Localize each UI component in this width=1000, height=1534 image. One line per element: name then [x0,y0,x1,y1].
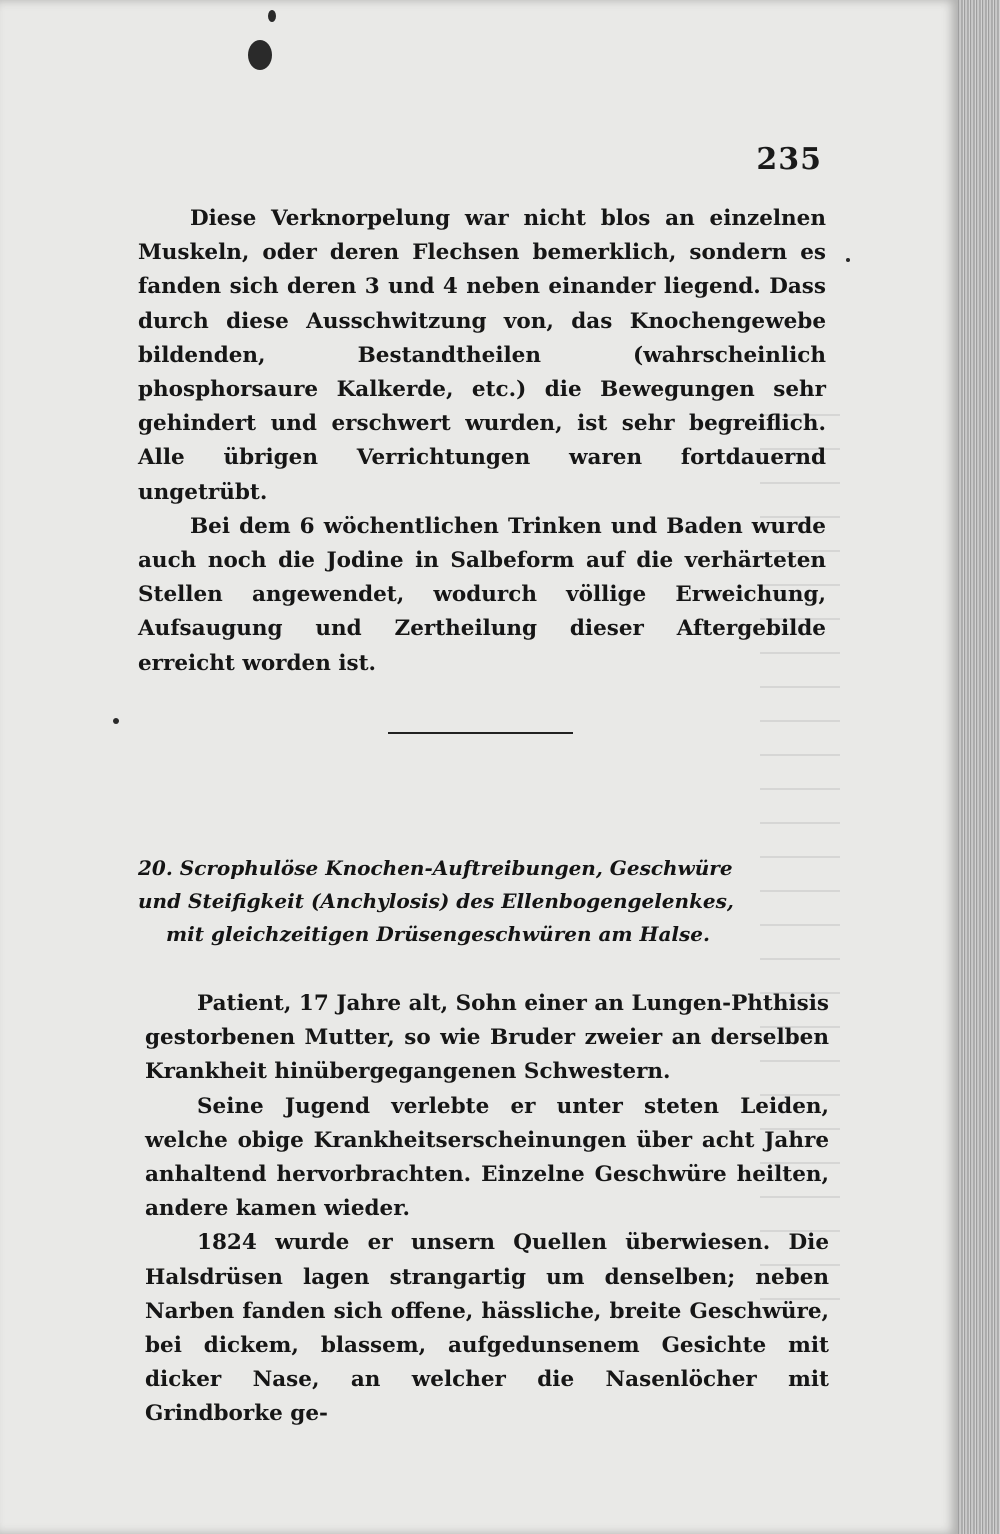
ink-dot [113,718,119,724]
text-block-bottom [145,987,829,1432]
paragraph: Patient, 17 Jahre alt, Sohn einer an Lungen-Phthisis gestorbenen Mutter, so wie Bruder zweier an derselben Krankheit hinübergegangenen Schwestern. [145,991,829,1085]
ink-speck [268,10,276,22]
heading-line: und Steifigkeit (Anchylosis) des Ellenbogengelenkes, [138,889,734,913]
paragraph: Seine Jugend verlebte er unter steten Leiden, welche obige Krankheitserscheinungen über acht Jahre anhaltend hervorbrachten. Einzelne Geschwüre heilten, andere kamen wieder. [145,1093,829,1222]
section-divider [388,732,573,734]
paragraph: Diese Verknorpelung war nicht blos an einzelnen Muskeln, oder deren Flechsen bemerklich, sondern es fanden sich deren 3 und 4 neben einander liegend. Dass durch diese Ausschwitzung von, das Knochengewebe bildenden, Bestandtheilen (wahrscheinlich phosphorsaure Kalkerde, etc.) die Bewegungen sehr gehindert und erschwert wurden, ist sehr begreiflich. Alle übrigen Verrichtungen waren fortdauernd ungetrübt. [138,206,826,505]
heading-line: 20. Scrophulöse Knochen-Auftreibungen, Geschwüre [138,856,733,880]
section-heading [138,852,830,951]
page-number: 235 [756,142,822,177]
heading-line: mit gleichzeitigen Drüsengeschwüren am Halse. [166,922,710,946]
ink-dot [846,258,850,262]
paragraph: 1824 wurde er unsern Quellen überwiesen. Die Halsdrüsen lagen strangartig um denselben; neben Narben fanden sich offene, hässliche, breite Geschwüre, bei dickem, blassem, aufgedunsenem Gesichte mit dicker Nase, an welcher die Nasenlöcher mit Grindborke ge- [145,1230,829,1427]
ink-spot [248,40,272,70]
page-edges [958,0,1000,1534]
text-block-top [138,202,826,681]
paragraph: Bei dem 6 wöchentlichen Trinken und Baden wurde auch noch die Jodine in Salbeform auf die verhärteten Stellen angewendet, wodurch völlige Erweichung, Aufsaugung und Zertheilung dieser Aftergebilde erreicht worden ist. [138,513,826,676]
